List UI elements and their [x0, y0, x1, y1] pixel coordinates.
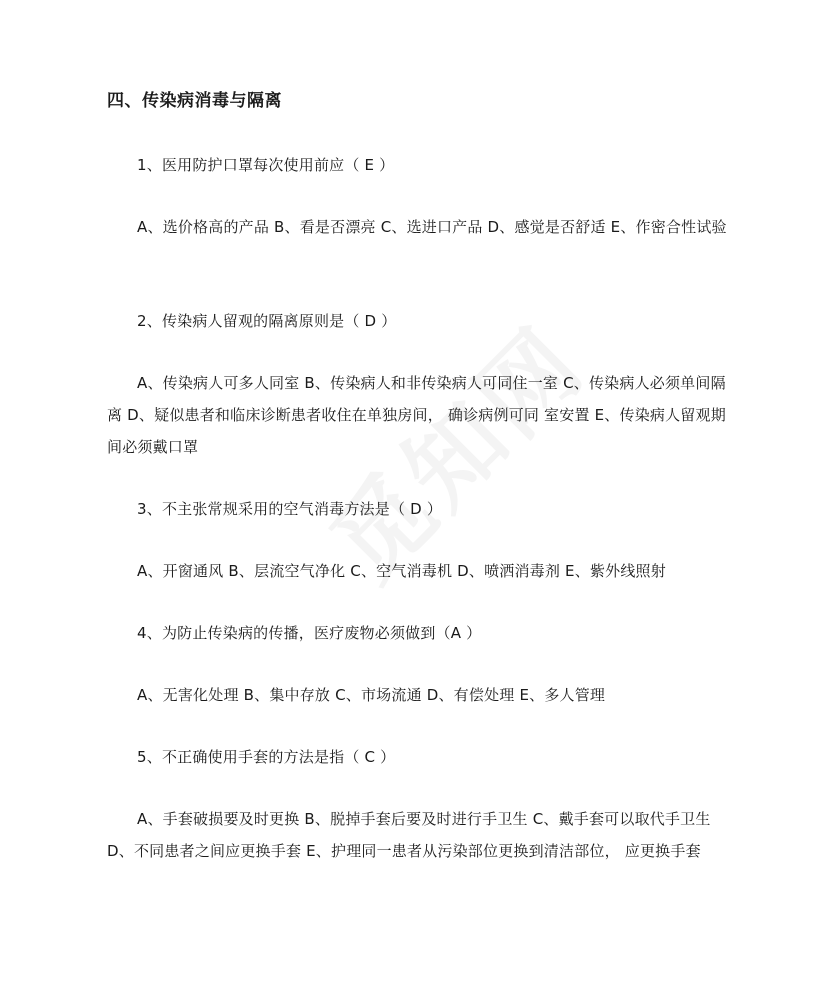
- options-4: A、无害化处理 B、集中存放 C、市场流通 D、有偿处理 E、多人管理: [137, 686, 606, 704]
- question-4: 4、为防止传染病的传播，医疗废物必须做到（A ）: [137, 624, 482, 642]
- question-2: 2、传染病人留观的隔离原则是（ D ）: [137, 312, 397, 330]
- options-1: A、选价格高的产品 B、看是否漂亮 C、选进口产品 D、感觉是否舒适 E、作密合性试验: [137, 218, 727, 236]
- section-title: 四、传染病消毒与隔离: [107, 91, 282, 111]
- options-5: A、手套破损要及时更换 B、脱掉手套后要及时进行手卫生 C、戴手套可以取代手卫生 D、不同患者之间应更换手套 E、护理同一患者从污染部位更换到清洁部位， 应更换手套: [107, 810, 711, 860]
- options-2: A、传染病人可多人同室 B、传染病人和非传染病人可同住一室 C、传染病人必须单间隔离 D、疑似患者和临床诊断患者收住在单独房间， 确诊病例可同 室安置 E、传染病人留观期间必须戴口罩: [107, 374, 726, 456]
- question-1: 1、医用防护口罩每次使用前应（ E ）: [137, 156, 395, 174]
- options-3: A、开窗通风 B、层流空气净化 C、空气消毒机 D、喷洒消毒剂 E、紫外线照射: [137, 562, 666, 580]
- question-5: 5、不正确使用手套的方法是指（ C ）: [137, 748, 396, 766]
- question-3: 3、不主张常规采用的空气消毒方法是（ D ）: [137, 500, 443, 518]
